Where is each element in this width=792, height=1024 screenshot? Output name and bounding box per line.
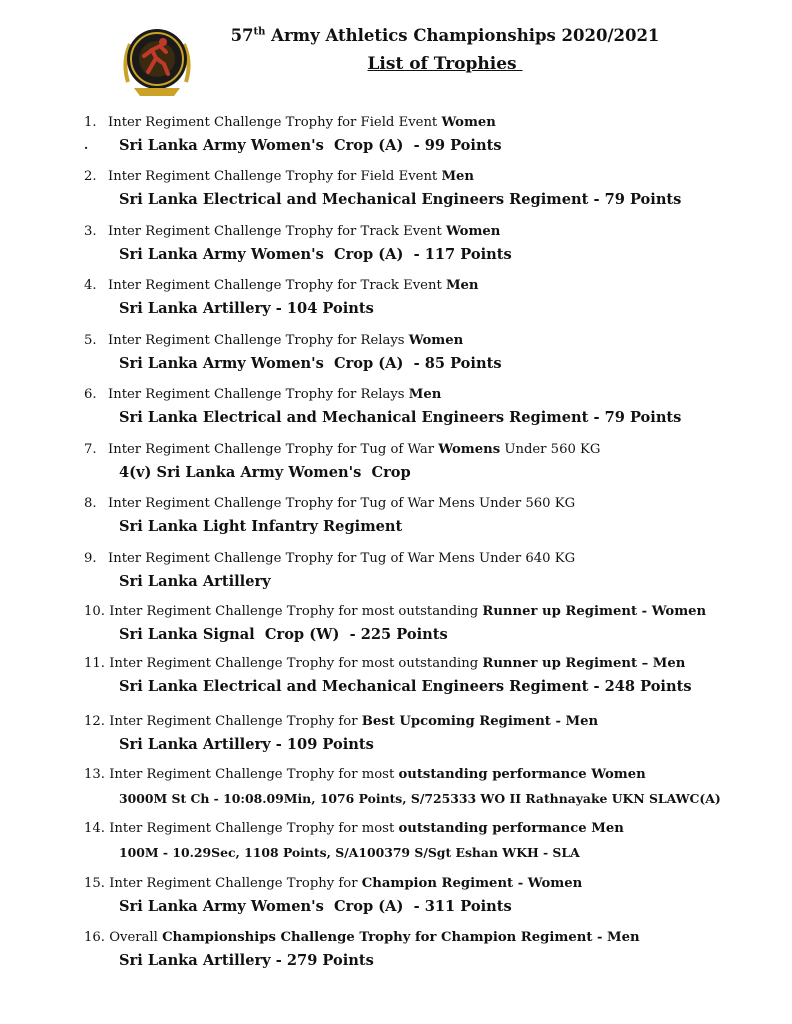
trophy-category: Champion Regiment - Women [361,876,583,891]
item-number: 5. [84,333,97,348]
army-athletics-emblem-icon [118,22,196,100]
trophy-winner: Sri Lanka Army Women's Crop (A) - 99 Points [119,137,502,154]
trophy-title-text: Inter Regiment Challenge Trophy for Relays [108,387,409,402]
trophy-winner: Sri Lanka Signal Crop (W) - 225 Points [119,626,448,643]
document-title: 57th Army Athletics Championships 2020/2021 [230,26,660,45]
trophy-title [84,655,784,673]
trophy-winner: Sri Lanka Artillery - 109 Points [119,736,374,753]
item-number: 2. [84,169,97,184]
trophy-category: Championships Challenge Trophy for Champion Regiment - Men [162,930,640,945]
trophy-title [84,603,784,621]
trophy-title-text: Inter Regiment Challenge Trophy for Field Event [108,115,442,130]
trophy-item [84,277,784,319]
trophy-title [84,929,784,947]
item-number: 3. [84,224,97,239]
trophy-category: Women [445,224,501,239]
trophy-title [84,277,784,295]
trophy-title-text: Inter Regiment Challenge Trophy for most outstanding [109,656,483,671]
item-number: 8. [84,496,97,511]
trophy-winner: 100M - 10.29Sec, 1108 Points, S/A100379 S/Sgt Eshan WKH - SLA [119,845,580,860]
trophy-title [84,168,784,186]
trophy-title [84,713,784,731]
trophy-item [84,603,784,645]
trophy-winner: Sri Lanka Artillery - 104 Points [119,300,374,317]
trophy-winner: Sri Lanka Artillery - 279 Points [119,952,374,969]
trophy-title [84,386,784,404]
item-number: 13. [84,767,105,782]
trophy-title [84,875,784,893]
item-number: 4. [84,278,97,293]
trophy-category: Best Upcoming Regiment - Men [361,714,599,729]
trophy-winner: Sri Lanka Army Women's Crop (A) - 85 Points [119,355,502,372]
trophy-title-text: Inter Regiment Challenge Trophy for [109,714,362,729]
trophy-winner: Sri Lanka Electrical and Mechanical Engineers Regiment - 79 Points [119,191,682,208]
trophy-item [84,550,784,592]
item-number: 15. [84,876,105,891]
item-number: 12. [84,714,105,729]
trophy-winner: Sri Lanka Army Women's Crop (A) - 117 Points [119,246,512,263]
trophy-category: Womens [438,442,501,457]
trophy-winner: Sri Lanka Light Infantry Regiment [119,518,403,535]
trophy-title-text: Inter Regiment Challenge Trophy for [109,876,362,891]
item-number: 6. [84,387,97,402]
trophy-category: Women [408,333,464,348]
trophy-title [84,550,784,568]
trophy-item [84,441,784,483]
trophy-winner: 4(v) Sri Lanka Army Women's Crop [119,464,411,481]
trophy-item [84,332,784,374]
trophy-title [84,441,784,459]
trophy-winner: 3000M St Ch - 10:08.09Min, 1076 Points, S/725333 WO II Rathnayake UKN SLAWC(A) [119,791,721,806]
trophy-title [84,332,784,350]
trophy-item [84,495,784,537]
trophy-title-tail: Under 560 KG [500,442,601,457]
item-number: 7. [84,442,97,457]
trophy-item [84,875,784,917]
trophy-title [84,820,784,838]
trophy-winner: Sri Lanka Electrical and Mechanical Engineers Regiment - 79 Points [119,409,682,426]
trophy-item [84,168,784,210]
stray-bullet: . [84,138,89,152]
trophy-title [84,114,784,132]
trophy-category: Runner up Regiment – Men [482,656,686,671]
trophy-category: outstanding performance Men [398,821,624,836]
trophy-winner: Sri Lanka Artillery [119,573,271,590]
trophy-title [84,766,784,784]
trophy-item [84,114,784,156]
trophy-title-text: Inter Regiment Challenge Trophy for Track Event [108,224,446,239]
trophy-winner: Sri Lanka Army Women's Crop (A) - 311 Points [119,898,512,915]
trophy-winner: Sri Lanka Electrical and Mechanical Engineers Regiment - 248 Points [119,678,692,695]
trophy-item [84,766,784,809]
trophy-title [84,495,784,513]
trophy-title-text: Inter Regiment Challenge Trophy for most [109,821,399,836]
trophy-category: Men [408,387,442,402]
trophy-item [84,655,784,697]
trophy-item [84,929,784,971]
trophy-item [84,386,784,428]
trophy-item [84,223,784,265]
trophy-category: Women [441,115,496,130]
trophy-title-text: Inter Regiment Challenge Trophy for Tug of War [108,442,439,457]
item-number: 9. [84,551,97,566]
trophy-category: outstanding performance Women [398,767,646,782]
trophy-title-text: Inter Regiment Challenge Trophy for most [109,767,399,782]
document-subtitle: List of Trophies [367,54,523,74]
item-number: 16. [84,930,105,945]
trophy-category: Men [441,169,475,184]
trophy-title [84,223,784,241]
trophy-title-text: Inter Regiment Challenge Trophy for Tug of War Mens Under 640 KG [108,551,576,566]
item-number: 14. [84,821,105,836]
trophy-category: Men [445,278,479,293]
trophy-title-text: Inter Regiment Challenge Trophy for Tug of War Mens Under 560 KG [108,496,576,511]
trophy-title-text: Overall [109,930,163,945]
trophy-title-text: Inter Regiment Challenge Trophy for Relays [108,333,409,348]
item-number: 10. [84,604,105,619]
trophy-item [84,820,784,863]
item-number: 1. [84,115,97,130]
trophy-category: Runner up Regiment - Women [482,604,707,619]
trophy-title-text: Inter Regiment Challenge Trophy for Track Event [108,278,446,293]
trophy-item [84,713,784,755]
document-header [220,24,670,77]
trophy-title-text: Inter Regiment Challenge Trophy for most outstanding [109,604,483,619]
item-number: 11. [84,656,105,671]
trophy-title-text: Inter Regiment Challenge Trophy for Field Event [108,169,442,184]
